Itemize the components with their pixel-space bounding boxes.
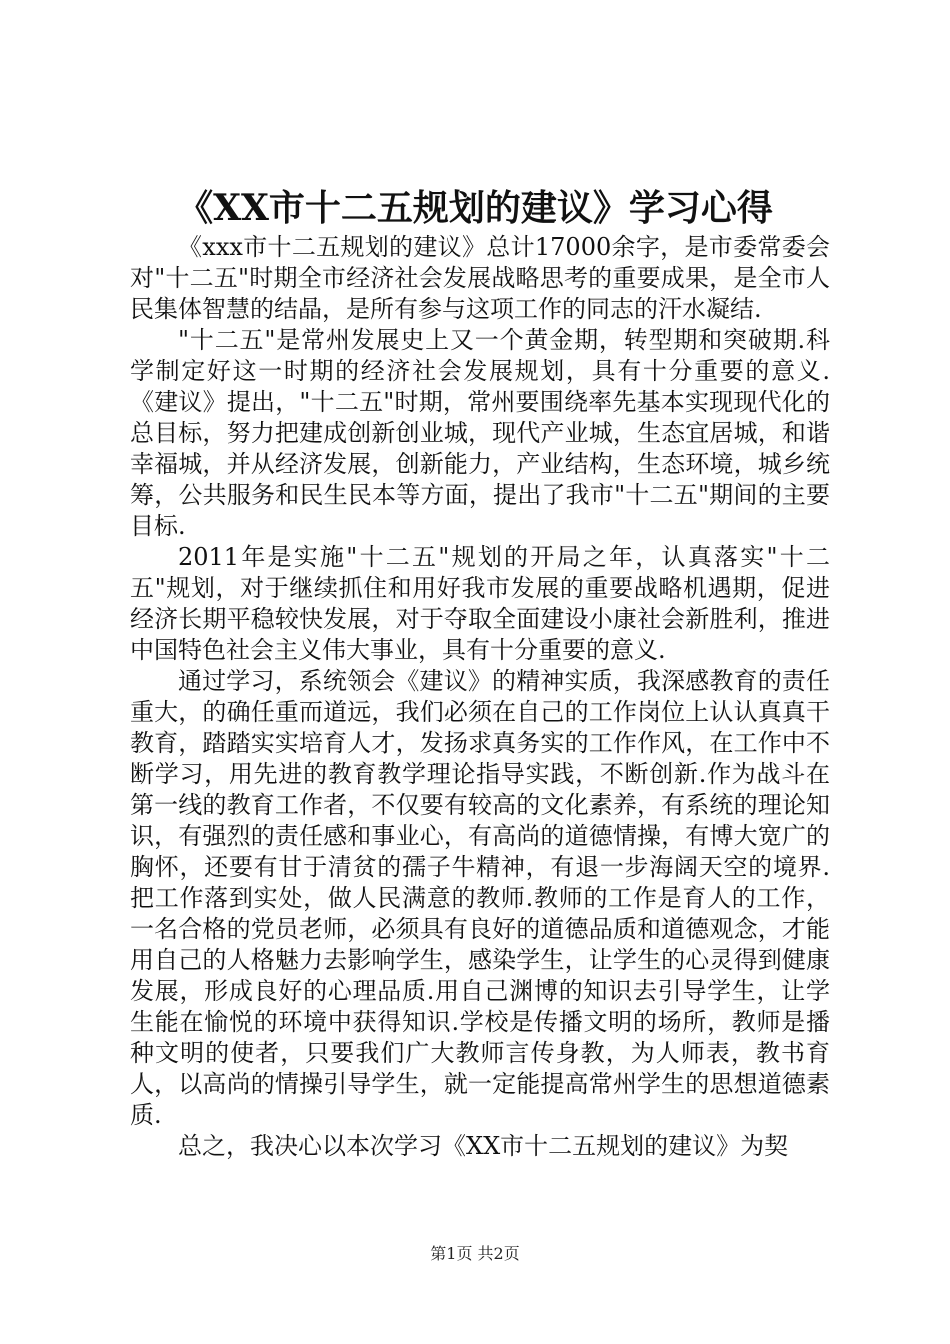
document-body bbox=[130, 232, 830, 1162]
document-title: 《XX市十二五规划的建议》学习心得 bbox=[177, 187, 773, 229]
paragraph: 2011年是实施"十二五"规划的开局之年，认真落实"十二五"规划，对于继续抓住和用好我市发展的重要战略机遇期，促进经济长期平稳较快发展，对于夺取全面建设小康社会新胜利，推进中国特色社会主义伟大事业，具有十分重要的意义. bbox=[130, 543, 830, 664]
paragraph: 《xxx市十二五规划的建议》总计17000余字，是市委常委会对"十二五"时期全市经济社会发展战略思考的重要成果，是全市人民集体智慧的结晶，是所有参与这项工作的同志的汗水凝结. bbox=[130, 233, 830, 323]
paragraph: 通过学习，系统领会《建议》的精神实质，我深感教育的责任重大，的确任重而道远，我们必须在自己的工作岗位上认认真真干教育，踏踏实实培育人才，发扬求真务实的工作作风，在工作中不断学习，用先进的教育教学理论指导实践，不断创新.作为战斗在第一线的教育工作者，不仅要有较高的文化素养，有系统的理论知识，有强烈的责任感和事业心，有高尚的道德情操，有博大宽广的胸怀，还要有甘于清贫的孺子牛精神，有退一步海阔天空的境界.把工作落到实处，做人民满意的教师.教师的工作是育人的工作，一名合格的党员老师，必须具有良好的道德品质和道德观念，才能用自己的人格魅力去影响学生，感染学生，让学生的心灵得到健康发展，形成良好的心理品质.用自己渊博的知识去引导学生，让学生能在愉悦的环境中获得知识.学校是传播文明的场所，教师是播种文明的使者，只要我们广大教师言传身教，为人师表，教书育人，以高尚的情操引导学生，就一定能提高常州学生的思想道德素质. bbox=[130, 667, 830, 1129]
paragraph: "十二五"是常州发展史上又一个黄金期，转型期和突破期.科学制定好这一时期的经济社会发展规划，具有十分重要的意义.《建议》提出，"十二五"时期，常州要围绕率先基本实现现代化的总目标，努力把建成创新创业城，现代产业城，生态宜居城，和谐幸福城，并从经济发展，创新能力，产业结构，生态环境，城乡统筹，公共服务和民生民本等方面，提出了我市"十二五"期间的主要目标. bbox=[130, 326, 830, 540]
page-footer: 第1页 共2页 bbox=[430, 1244, 520, 1263]
paragraph: 总之，我决心以本次学习《XX市十二五规划的建议》为契 bbox=[178, 1132, 789, 1160]
